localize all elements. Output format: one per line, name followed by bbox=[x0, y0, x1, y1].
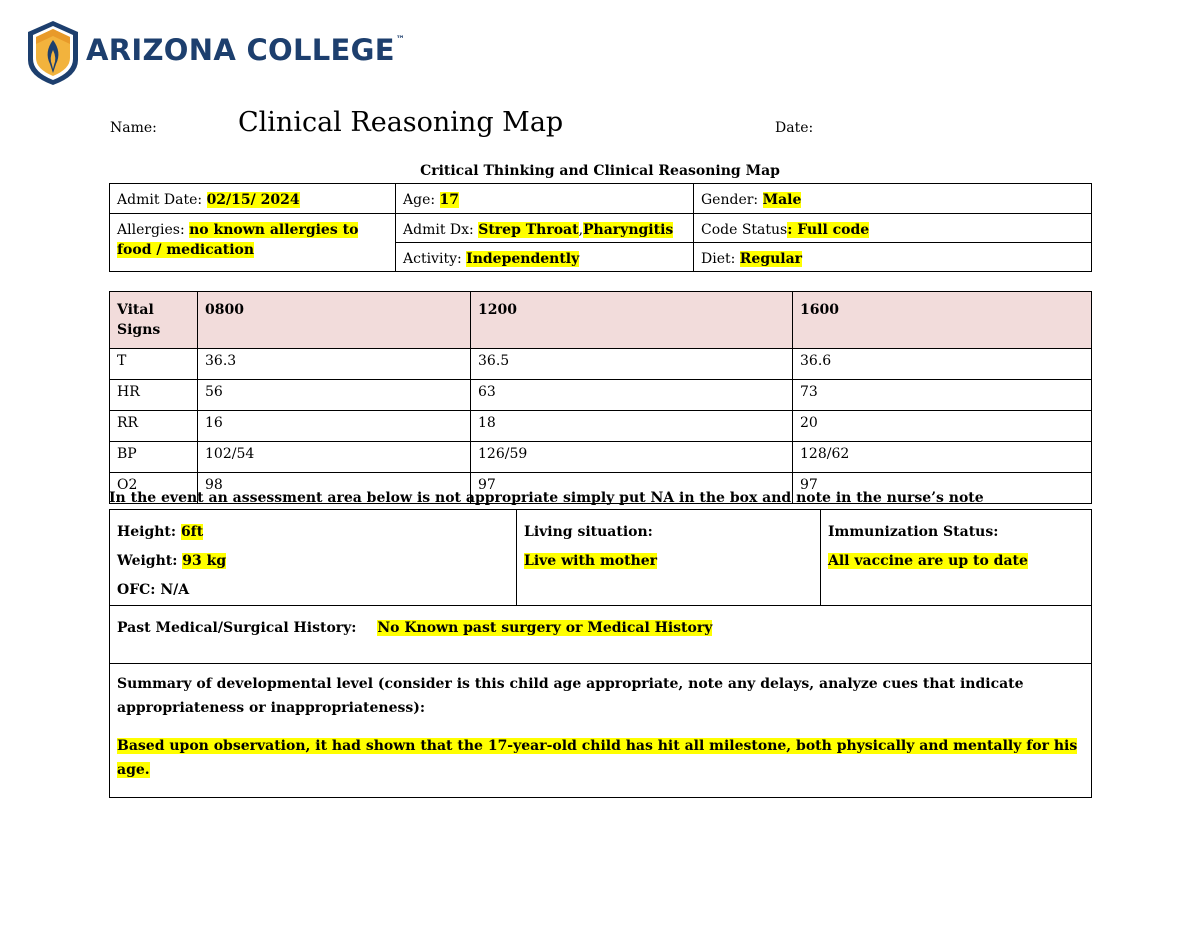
admit-date-value: 02/15/ 2024 bbox=[206, 192, 300, 208]
medical-history-label: Past Medical/Surgical History: bbox=[117, 620, 357, 636]
admit-dx-value-1: Strep Throat bbox=[478, 222, 579, 238]
vital-label: O2 bbox=[110, 473, 198, 504]
table-row bbox=[110, 442, 1092, 473]
table-row bbox=[110, 380, 1092, 411]
vital-label: T bbox=[110, 349, 198, 380]
vital-value: 97 bbox=[471, 473, 793, 504]
immunization-label: Immunization Status: bbox=[828, 524, 999, 540]
medical-history-cell bbox=[110, 606, 1092, 664]
vital-value: 102/54 bbox=[198, 442, 471, 473]
activity-cell: Activity: Independently bbox=[396, 243, 694, 272]
age-cell: Age: 17 bbox=[396, 184, 694, 214]
table-row bbox=[110, 411, 1092, 442]
vital-value: 98 bbox=[198, 473, 471, 504]
living-situation-label: Living situation: bbox=[524, 524, 653, 540]
code-status-value: : Full code bbox=[787, 222, 870, 238]
activity-value: Independently bbox=[466, 251, 580, 267]
allergies-cell: Allergies: no known allergies to food / medication bbox=[110, 214, 396, 272]
height-value: 6ft bbox=[180, 524, 204, 540]
vital-value: 56 bbox=[198, 380, 471, 411]
time-1600-header: 1600 bbox=[793, 292, 1092, 349]
assessment-note: In the event an assessment area below is not appropriate simply put NA in the box and note in the nurse’s note bbox=[109, 490, 984, 506]
immunization-value: All vaccine are up to date bbox=[828, 553, 1028, 569]
code-status-cell: Code Status: Full code bbox=[694, 214, 1092, 243]
assessment-table bbox=[109, 509, 1092, 798]
vital-value: 18 bbox=[471, 411, 793, 442]
living-situation-cell bbox=[517, 510, 821, 606]
developmental-answer: Based upon observation, it had shown that the 17-year-old child has hit all milestone, both physically and mentally for his age. bbox=[117, 738, 1078, 778]
trademark-symbol: ™ bbox=[395, 35, 406, 45]
arizona-college-shield-logo bbox=[27, 20, 79, 86]
living-situation-value: Live with mother bbox=[524, 553, 658, 569]
vital-value: 36.5 bbox=[471, 349, 793, 380]
vital-value: 36.3 bbox=[198, 349, 471, 380]
weight-value: 93 kg bbox=[182, 553, 227, 569]
medical-history-value: No Known past surgery or Medical History bbox=[377, 620, 713, 636]
vital-label: RR bbox=[110, 411, 198, 442]
developmental-prompt: Summary of developmental level (consider is this child age appropriate, note any delays, analyze cues that indicate appropriateness or inappropriateness): bbox=[117, 676, 1024, 716]
growth-cell: Height: 6ft Weight: 93 kg OFC: N/A bbox=[110, 510, 517, 606]
name-label: Name: bbox=[110, 120, 157, 136]
allergies-value: no known allergies to food / medication bbox=[117, 222, 359, 258]
vital-value: 63 bbox=[471, 380, 793, 411]
vital-value: 16 bbox=[198, 411, 471, 442]
table-row bbox=[110, 349, 1092, 380]
date-label: Date: bbox=[775, 120, 814, 136]
developmental-summary-cell bbox=[110, 664, 1092, 798]
vital-value: 128/62 bbox=[793, 442, 1092, 473]
vital-signs-table bbox=[109, 291, 1092, 504]
patient-info-table bbox=[109, 183, 1092, 272]
admit-dx-value-2: Pharyngitis bbox=[583, 222, 674, 238]
gender-value: Male bbox=[762, 192, 802, 208]
vital-value: 126/59 bbox=[471, 442, 793, 473]
immunization-cell bbox=[821, 510, 1092, 606]
diet-cell: Diet: Regular bbox=[694, 243, 1092, 272]
gender-cell: Gender: Male bbox=[694, 184, 1092, 214]
vital-signs-header-row bbox=[110, 292, 1092, 349]
vital-value: 36.6 bbox=[793, 349, 1092, 380]
vital-label: BP bbox=[110, 442, 198, 473]
admit-dx-cell: Admit Dx: Strep Throat,Pharyngitis bbox=[396, 214, 694, 243]
map-title: Critical Thinking and Clinical Reasoning Map bbox=[420, 163, 780, 179]
age-value: 17 bbox=[439, 192, 460, 208]
vital-value: 20 bbox=[793, 411, 1092, 442]
page-title: Clinical Reasoning Map bbox=[238, 107, 564, 138]
vital-value: 73 bbox=[793, 380, 1092, 411]
vital-value: 97 bbox=[793, 473, 1092, 504]
time-1200-header: 1200 bbox=[471, 292, 793, 349]
vital-label: HR bbox=[110, 380, 198, 411]
diet-value: Regular bbox=[739, 251, 803, 267]
admit-date-cell: Admit Date: 02/15/ 2024 bbox=[110, 184, 396, 214]
college-name: ARIZONA COLLEGE™ bbox=[86, 33, 406, 67]
vital-signs-header: Vital Signs bbox=[110, 292, 198, 349]
time-0800-header: 0800 bbox=[198, 292, 471, 349]
ofc-label: OFC: N/A bbox=[117, 582, 190, 598]
